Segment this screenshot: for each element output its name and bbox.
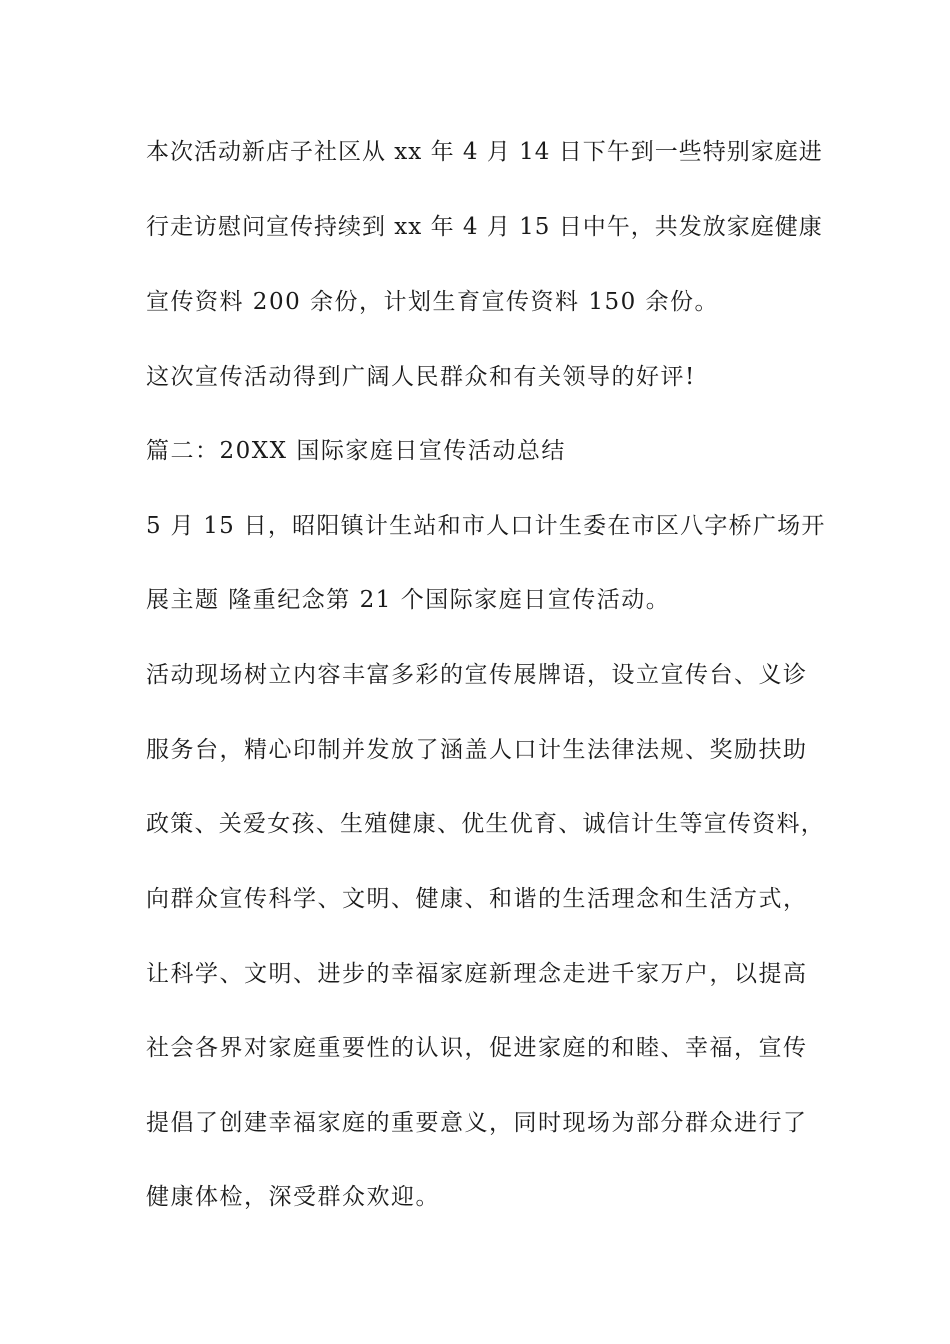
text-line: 宣传资料 200 余份，计划生育宣传资料 150 余份。	[146, 289, 720, 315]
text-line: 本次活动新店子社区从 xx 年 4 月 14 日下午到一些特别家庭进	[146, 139, 823, 165]
text-line: 提倡了创建幸福家庭的重要意义，同时现场为部分群众进行了	[146, 1110, 808, 1136]
text-line: 服务台，精心印制并发放了涵盖人口计生法律法规、奖励扶助	[146, 737, 808, 763]
text-line: 展主题 隆重纪念第 21 个国际家庭日宣传活动。	[146, 587, 671, 613]
text-line: 5 月 15 日，昭阳镇计生站和市人口计生委在市区八字桥广场开	[146, 513, 826, 539]
text-line: 社会各界对家庭重要性的认识，促进家庭的和睦、幸福，宣传	[146, 1035, 808, 1061]
text-line: 向群众宣传科学、文明、健康、和谐的生活理念和生活方式，	[146, 886, 808, 912]
text-line: 行走访慰问宣传持续到 xx 年 4 月 15 日中午，共发放家庭健康	[146, 214, 823, 240]
text-line: 这次宣传活动得到广阔人民群众和有关领导的好评!	[146, 364, 696, 390]
section-heading: 篇二：20XX 国际家庭日宣传活动总结	[146, 438, 566, 464]
text-line: 让科学、文明、进步的幸福家庭新理念走进千家万户，以提高	[146, 961, 808, 987]
text-line: 活动现场树立内容丰富多彩的宣传展牌语，设立宣传台、义诊	[146, 662, 808, 688]
text-line: 健康体检，深受群众欢迎。	[146, 1184, 440, 1210]
text-line: 政策、关爱女孩、生殖健康、优生优育、诚信计生等宣传资料，	[146, 811, 825, 837]
